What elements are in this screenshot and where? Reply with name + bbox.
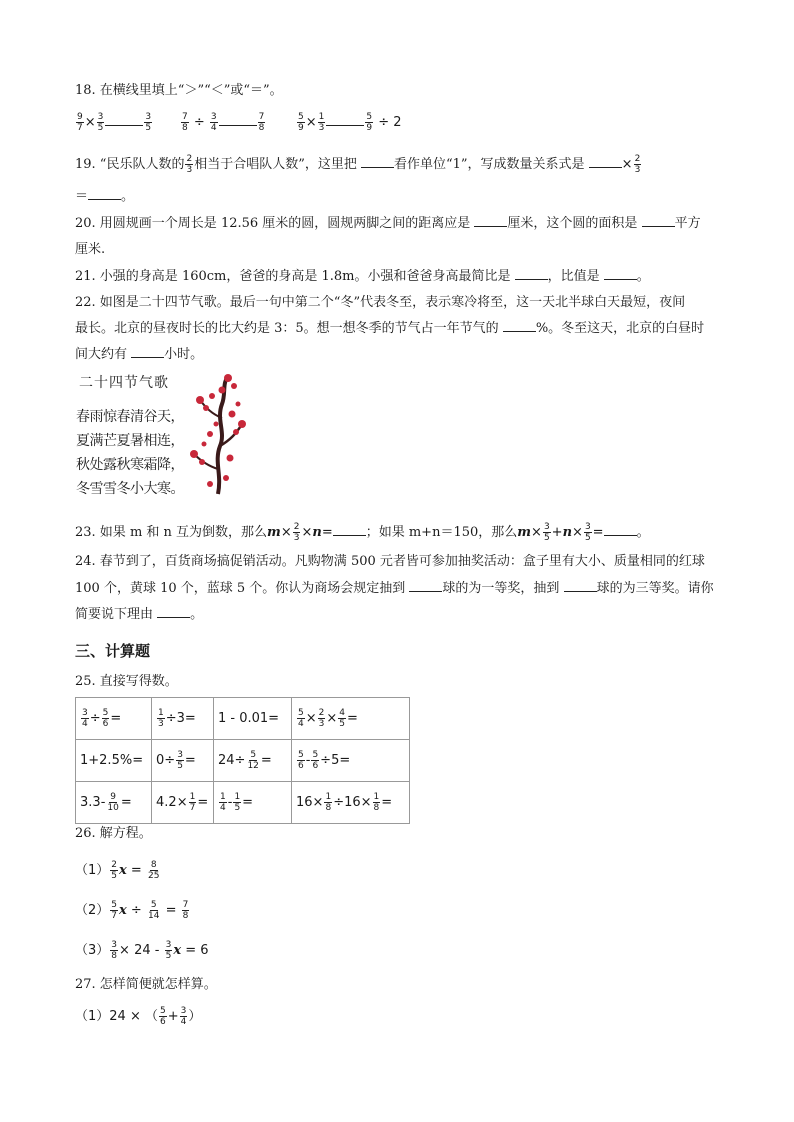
equation-1: （1） $\frac{2}{5}$ x = $\frac{8}{25}$ [75,860,160,881]
table-cell: 1 - 0.01= [214,698,292,740]
answer-blank[interactable] [642,215,675,227]
answer-blank[interactable] [604,268,637,280]
fraction: $\frac{2}{3}$ [293,522,300,543]
table-cell: 24÷ $\frac{5}{12}$ = [214,740,292,782]
question-20-line2: 厘米. [75,242,106,257]
table-cell: 4.2× $\frac{1}{7}$ = [152,782,214,824]
table-cell: $\frac{5}{6}$ - $\frac{5}{6}$ ÷5= [292,740,410,782]
q18-item-2: $\frac{7}{8}$ ÷ $\frac{3}{4}$ $\frac{7}{8}$ [182,112,265,133]
table-cell: 1+2.5%= [76,740,152,782]
table-row [76,740,410,782]
poem-line: 秋处露秋寒霜降， [76,457,184,473]
question-27: 27. 怎样简便就怎样算。 [75,977,217,992]
equation-3: （3） $\frac{3}{8}$ × 24 - $\frac{3}{5}$ x = 6 [75,940,209,961]
fraction: $\frac{7}{8}$ [182,112,188,133]
fraction: $\frac{5}{9}$ [366,112,373,133]
question-23: 23. 如果 m 和 n 互为倒数，那么m× $\frac{2}{3}$ ×n= ；如果 m+n＝150，那么m× $\frac{3}{5}$ +n× $\frac{3}{5}$ = 。 [75,522,650,543]
fraction: $\frac{7}{8}$ [258,112,265,133]
table-cell: $\frac{3}{4}$ ÷ $\frac{5}{6}$ = [76,698,152,740]
table-cell: $\frac{1}{3}$ ÷3= [152,698,214,740]
answer-blank[interactable] [326,114,364,126]
question-19: 19. “民乐队人数的 $\frac{2}{3}$ 相当于合唱队人数”，这里把 看作单位“1”，写成数量关系式是 × $\frac{2}{3}$ [75,154,641,175]
fraction: $\frac{2}{3}$ [634,154,641,175]
fraction: $\frac{2}{3}$ [186,154,193,175]
question-22-line2: 最长。北京的昼夜时长的比大约是 3：5。想一想冬季的节气占一年节气的 %。冬至这天，北京的白昼时 [75,321,705,336]
answer-blank[interactable] [515,268,548,280]
q18-item-3: $\frac{5}{9}$ × $\frac{1}{3}$ $\frac{5}{9}$ ÷ 2 [298,112,402,133]
answer-blank[interactable] [503,320,536,332]
poem-line: 夏满芒夏暑相连， [76,433,184,449]
expression-1: （1）24 × （ $\frac{5}{6}$ + $\frac{3}{4}$ ） [75,1006,202,1027]
answer-blank[interactable] [474,215,507,227]
question-25: 25. 直接写得数。 [75,674,178,689]
answer-blank[interactable] [589,156,622,168]
answer-blank[interactable] [105,114,143,126]
answer-blank[interactable] [88,188,121,200]
answer-blank[interactable] [131,346,164,358]
fraction: $\frac{9}{7}$ [77,112,83,133]
equation-2: （2） $\frac{5}{7}$ x ÷ $\frac{5}{14}$ = $\frac{7}{8}$ [75,900,189,921]
question-18: 18. 在横线里填上“＞”“＜”或“＝”。 [75,83,283,98]
answer-blank[interactable] [564,580,597,592]
plum-blossom-icon [188,374,248,496]
answer-blank[interactable] [604,524,637,536]
table-row [76,782,410,824]
table-cell: $\frac{1}{4}$ - $\frac{1}{5}$ = [214,782,292,824]
question-19-line2: ＝ 。 [75,189,135,204]
section-title: 三、计算题 [75,642,151,660]
question-21: 21. 小强的身高是 160cm，爸爸的身高是 1.8m。小强和爸爸身高最简比是 ，比值是 。 [75,269,650,284]
answer-blank[interactable] [361,156,394,168]
question-24: 24. 春节到了，百货商场搞促销活动。凡购物满 500 元者皆可参加抽奖活动：盒子里有大小、质量相同的红球 [75,554,705,569]
answer-blank[interactable] [219,114,257,126]
fraction: $\frac{3}{5}$ [145,112,152,133]
question-26: 26. 解方程。 [75,826,152,841]
answer-blank[interactable] [409,580,442,592]
table-row [76,698,410,740]
fraction: $\frac{1}{3}$ [318,112,325,133]
fraction: $\frac{5}{9}$ [298,112,304,133]
poem-line: 春雨惊春清谷天， [76,409,184,425]
question-20: 20. 用圆规画一个周长是 12.56 厘米的圆，圆规两脚之间的距离应是 厘米，这个圆的面积是 平方 [75,216,701,231]
fraction: $\frac{3}{5}$ [543,522,550,543]
question-22-line3: 间大约有 小时。 [75,347,204,362]
poem-title: 二十四节气歌 [79,375,169,391]
table-cell: 16× $\frac{1}{8}$ ÷16× $\frac{1}{8}$ = [292,782,410,824]
table-cell: 3.3- $\frac{9}{10}$ = [76,782,152,824]
solar-terms-poem-image [76,372,251,497]
answer-blank[interactable] [333,524,366,536]
answer-blank[interactable] [157,606,190,618]
poem-line: 冬雪雪冬小大寒。 [76,481,184,497]
fraction: $\frac{3}{4}$ [210,112,217,133]
table-cell: $\frac{5}{4}$ × $\frac{2}{3}$ × $\frac{4}{5}$ = [292,698,410,740]
fraction: $\frac{3}{5}$ [97,112,104,133]
question-24-line2: 100 个，黄球 10 个，蓝球 5 个。你认为商场会规定抽到 球的为一等奖，抽到 球的为三等奖。请你 [75,581,714,596]
calculation-table [75,697,410,824]
table-cell: 0÷ $\frac{3}{5}$ = [152,740,214,782]
fraction: $\frac{3}{5}$ [584,522,591,543]
question-24-line3: 简要说下理由 。 [75,607,204,622]
question-22: 22. 如图是二十四节气歌。最后一句中第二个“冬”代表冬至，表示寒冷将至，这一天北半球白天最短，夜间 [75,295,686,310]
q18-item-1: $\frac{9}{7}$ × $\frac{3}{5}$ $\frac{3}{5}$ [77,112,152,133]
